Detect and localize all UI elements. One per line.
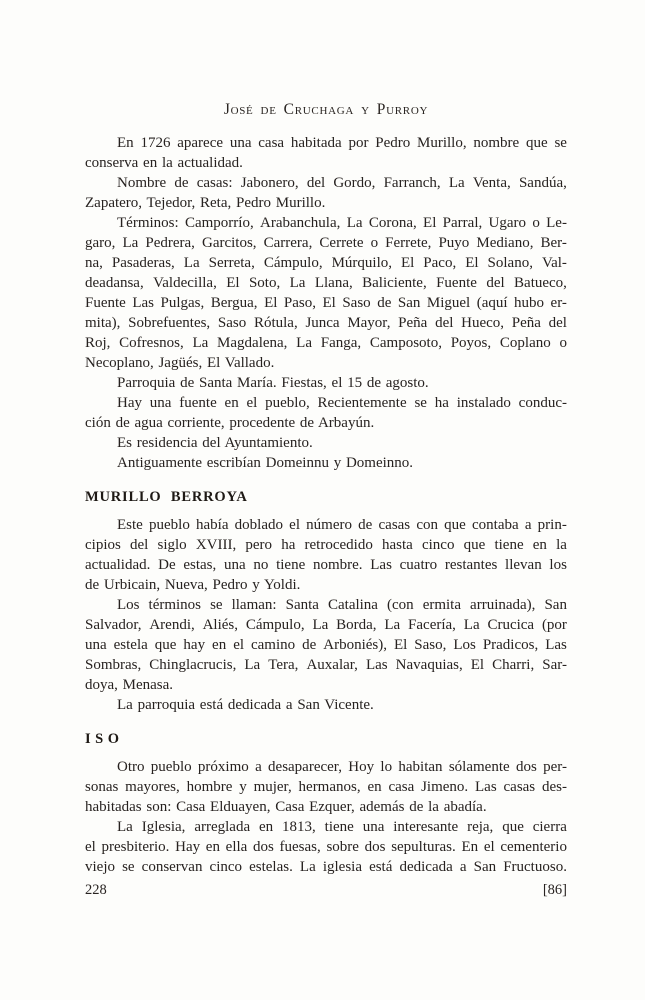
text-line: Parroquia de Santa María. Fiestas, el 15 de agosto. [117,375,429,391]
text-line: Los términos se llaman: Santa Catalina (con ermita arruinada), San [117,597,567,613]
text-line: deadansa, Valdecilla, El Soto, La Llana, Baliciente, Fuente del Batueco, [85,275,567,291]
text-line: ción de agua corriente, procedente de Arbayún. [85,415,375,431]
text-line: La Iglesia, arreglada en 1813, tiene una interesante reja, que cierra [117,819,567,835]
text-line: viejo se conservan cinco estelas. La iglesia está dedicada a San Fructuoso. [85,859,567,875]
text-line: Fuente Las Pulgas, Bergua, El Paso, El Saso de San Miguel (aquí hubo er- [85,295,567,311]
text-line: doya, Menasa. [85,677,174,693]
paragraph [85,433,567,453]
text-line: cipios del siglo XVIII, pero ha retrocedido hasta cinco que tiene en la [85,537,567,553]
paragraph [85,393,567,433]
text-line: mita), Sobrefuentes, Saso Rótula, Junca Mayor, Peña del Hueco, Peña del [85,315,567,331]
paragraph [85,373,567,393]
page-footer [85,880,567,900]
paragraph [85,453,567,473]
text-line: Zapatero, Tejedor, Reta, Pedro Murillo. [85,195,326,211]
paragraph [85,213,567,373]
text-line: Necoplano, Jagüés, El Vallado. [85,355,275,371]
paragraph [85,515,567,595]
text-line: Nombre de casas: Jabonero, del Gordo, Farranch, La Venta, Sandúa, [117,175,567,191]
text-line: el presbiterio. Hay en ella dos fuesas, sobre dos sepulturas. En el cementerio [85,839,567,855]
text-line: La parroquia está dedicada a San Vicente. [117,697,374,713]
text-line: En 1726 aparece una casa habitada por Pedro Murillo, nombre que se [117,135,567,151]
section-heading: ISO [85,731,124,747]
text-line: de Urbicain, Nueva, Pedro y Yoldi. [85,577,301,593]
text-line: Antiguamente escribían Domeinnu y Domeinno. [117,455,414,471]
paragraph [85,695,567,715]
text-line: Es residencia del Ayuntamiento. [117,435,313,451]
text-line: una estela que hay en el camino de Arboniés), El Saso, Los Pradicos, Las [85,637,567,653]
text-line: Hay una fuente en el pueblo, Recientemente se ha instalado conduc- [117,395,567,411]
paragraph [85,595,567,695]
text-line: Roj, Cofresnos, La Magdalena, La Fanga, Camposoto, Poyos, Coplano o [85,335,567,351]
section-heading: MURILLO BERROYA [85,489,248,505]
text-line: Este pueblo había doblado el número de casas con que contaba a prin- [117,517,567,533]
text-line: Otro pueblo próximo a desaparecer, Hoy lo habitan sólamente dos per- [117,759,567,775]
text-block [85,133,567,877]
text-line: Salvador, Arendi, Aliés, Cámpulo, La Borda, La Facería, La Crucica (por [85,617,567,633]
text-line: Sombras, Chinglacrucis, La Tera, Auxalar, Las Navaquias, El Charri, Sar- [85,657,567,673]
text-line: conserva en la actualidad. [85,155,243,171]
paragraph [85,173,567,213]
running-header: José de Cruchaga y Purroy [223,101,429,118]
text-line: na, Pasaderas, La Serreta, Cámpulo, Múrquilo, El Paco, El Solano, Val- [85,255,567,271]
plate-number: [86] [542,882,567,898]
text-line: Términos: Camporrío, Arabanchula, La Corona, El Parral, Ugaro o Le- [117,215,567,231]
paragraph [85,817,567,877]
page-number: 228 [85,882,107,898]
text-line: sonas mayores, hombre y mujer, hermanos, en casa Jimeno. Las casas des- [85,779,567,795]
paragraph [85,133,567,173]
text-line: habitadas son: Casa Elduayen, Casa Ezquer, además de la abadía. [85,799,487,815]
text-line: actualidad. De estas, una no tiene nombre. Las cuatro restantes llevan los [85,557,567,573]
text-line: garo, La Pedrera, Garcitos, Carrera, Cerrete o Ferrete, Puyo Mediano, Ber- [85,235,567,251]
paragraph [85,757,567,817]
